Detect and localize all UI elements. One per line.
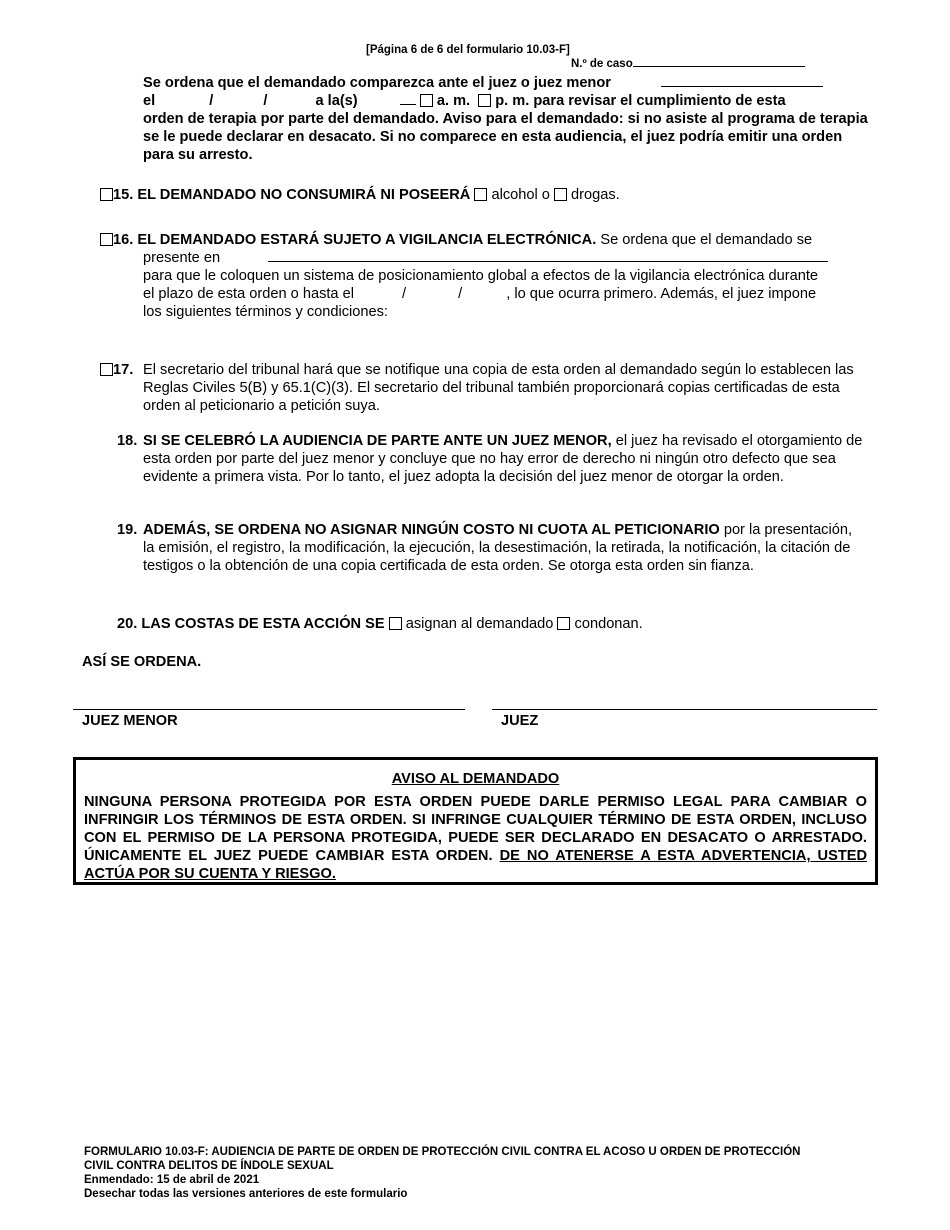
judge-label: JUEZ: [501, 713, 539, 729]
appearance-line1: Se ordena que el demandado comparezca ante el juez o juez menor: [143, 75, 611, 91]
item-19-title: ADEMÁS, SE ORDENA NO ASIGNAR NINGÚN COSTO NI CUOTA AL PETICIONARIO: [143, 522, 720, 538]
item-17-checkbox[interactable]: [100, 363, 113, 376]
item-16-text5: los siguientes términos y condiciones:: [143, 304, 388, 320]
notice-warning: DE NO ATENERSE A ESTA ADVERTENCIA, USTED ACTÚA POR SU CUENTA Y RIESGO.: [84, 848, 868, 882]
appearance-at: a la(s): [315, 93, 358, 109]
item-16-number: 16.: [113, 232, 134, 248]
page-number-label: [Página 6 de 6 del formulario 10.03-F]: [366, 44, 570, 56]
item-16-title: EL DEMANDADO ESTARÁ SUJETO A VIGILANCIA ELECTRÓNICA.: [137, 232, 597, 248]
judge-signature-line[interactable]: [492, 709, 877, 710]
costs-assigned-checkbox[interactable]: [389, 617, 402, 630]
costs-assigned-label: asignan al demandado: [405, 616, 554, 632]
item-15-title: EL DEMANDADO NO CONSUMIRÁ NI POSEERÁ: [137, 187, 471, 203]
costs-waived-checkbox[interactable]: [557, 617, 570, 630]
item-19-number: 19.: [117, 522, 138, 538]
notice-body: [76, 787, 875, 883]
item-16-body: [143, 249, 873, 321]
monitoring-location-field[interactable]: [268, 261, 828, 262]
item-20-number: 20.: [117, 616, 138, 632]
item-19-text: por la presentación, la emisión, el registro, la modificación, la ejecución, la desestimación, la retirada, la notificación, la citación de testigos o la obtención de una copia certificada de esta orden. Se otorga esta orden sin fianza.: [143, 522, 853, 574]
judge-name-field[interactable]: [661, 86, 823, 87]
item-15-checkbox[interactable]: [100, 188, 113, 201]
item-15-number: 15.: [113, 187, 134, 203]
magistrate-label: JUEZ MENOR: [82, 713, 178, 729]
pm-label: p. m. para revisar el cumplimiento de esta: [495, 93, 786, 109]
case-number-field[interactable]: [633, 66, 805, 67]
notice-text: NINGUNA PERSONA PROTEGIDA POR ESTA ORDEN PUEDE DARLE PERMISO LEGAL PARA CAMBIAR O INFRINGIR LOS TÉRMINOS DE ESTA ORDEN. SI INFRINGE CUALQUIER TÉRMINO DE ESTA ORDEN, INCLUSO CON EL PERMISO DE LA PERSONA PROTEGIDA, PUEDE SER DECLARADO EN DESACATO O ARRESTADO. ÚNICAMENTE EL JUEZ PUEDE CAMBIAR ESTA ORDEN.: [84, 794, 867, 864]
item-19: [143, 521, 865, 575]
date-slash-2: /: [263, 93, 268, 109]
time-field[interactable]: [400, 104, 416, 105]
item-20: [117, 615, 643, 633]
drugs-label: drogas.: [571, 187, 620, 203]
so-ordered: ASÍ SE ORDENA.: [82, 654, 202, 670]
item-16-text4a: el plazo de esta orden o hasta el: [143, 286, 354, 302]
item-15: [100, 186, 620, 204]
item-16-text2: presente en: [143, 250, 221, 266]
item-18-text: el juez ha revisado el otorgamiento de esta orden por parte del juez menor y concluye que no hay error de derecho ni ningún otro defecto que sea evidente a primera vista. Por lo tanto, el juez adopta la decisión del juez menor de otorgar la orden.: [143, 433, 863, 485]
alcohol-checkbox[interactable]: [474, 188, 487, 201]
costs-waived-label: condonan.: [574, 616, 643, 632]
footer-amended: Enmendado: 15 de abril de 2021: [84, 1174, 260, 1186]
notice-box: [73, 757, 878, 885]
date-slash-1: /: [209, 93, 214, 109]
case-number-label: N.º de caso: [571, 58, 633, 70]
alcohol-label: alcohol o: [491, 187, 550, 203]
item-16-text1: Se ordena que el demandado se: [600, 232, 813, 248]
item-18-title: SI SE CELEBRÓ LA AUDIENCIA DE PARTE ANTE UN JUEZ MENOR,: [143, 433, 612, 449]
appearance-order: [143, 74, 868, 164]
pm-checkbox[interactable]: [478, 94, 491, 107]
item-20-title: LAS COSTAS DE ESTA ACCIÓN SE: [141, 616, 385, 632]
magistrate-signature-line[interactable]: [73, 709, 465, 710]
am-checkbox[interactable]: [420, 94, 433, 107]
am-label: a. m.: [436, 93, 471, 109]
item-16-checkbox[interactable]: [100, 233, 113, 246]
item-16-text4b: , lo que ocurra primero. Además, el juez impone: [506, 286, 817, 302]
appearance-el: el: [143, 93, 156, 109]
item-16: [100, 231, 812, 249]
item-18-number: 18.: [117, 433, 138, 449]
until-slash-1: /: [402, 286, 407, 302]
footer-form-title-cont: CIVIL CONTRA DELITOS DE ÍNDOLE SEXUAL: [84, 1160, 334, 1172]
notice-title: AVISO AL DEMANDADO: [391, 771, 560, 787]
appearance-rest: orden de terapia por parte del demandado. Aviso para el demandado: si no asiste al programa de terapia se le puede declarar en desacato. Si no comparece en esta audiencia, el juez podría emitir una orden para su arresto.: [143, 111, 868, 163]
until-slash-2: /: [458, 286, 463, 302]
drugs-checkbox[interactable]: [554, 188, 567, 201]
item-17-text: El secretario del tribunal hará que se notifique una copia de esta orden al demandado según lo establecen las Reglas Civiles 5(B) y 65.1(C)(3). El secretario del tribunal también proporcionará copias certificadas de esta orden al peticionario a petición suya.: [143, 362, 854, 414]
footer: [84, 1145, 800, 1201]
footer-discard: Desechar todas las versiones anteriores de este formulario: [84, 1188, 408, 1200]
footer-form-title: FORMULARIO 10.03-F: AUDIENCIA DE PARTE DE ORDEN DE PROTECCIÓN CIVIL CONTRA EL ACOSO U ORDEN DE PROTECCIÓN: [84, 1146, 801, 1158]
item-17-number: 17.: [113, 362, 134, 378]
case-number: [571, 58, 805, 70]
item-17: [100, 361, 133, 379]
item-18: [143, 432, 865, 486]
item-16-text3: para que le coloquen un sistema de posicionamiento global a efectos de la vigilancia electrónica durante: [143, 268, 818, 284]
